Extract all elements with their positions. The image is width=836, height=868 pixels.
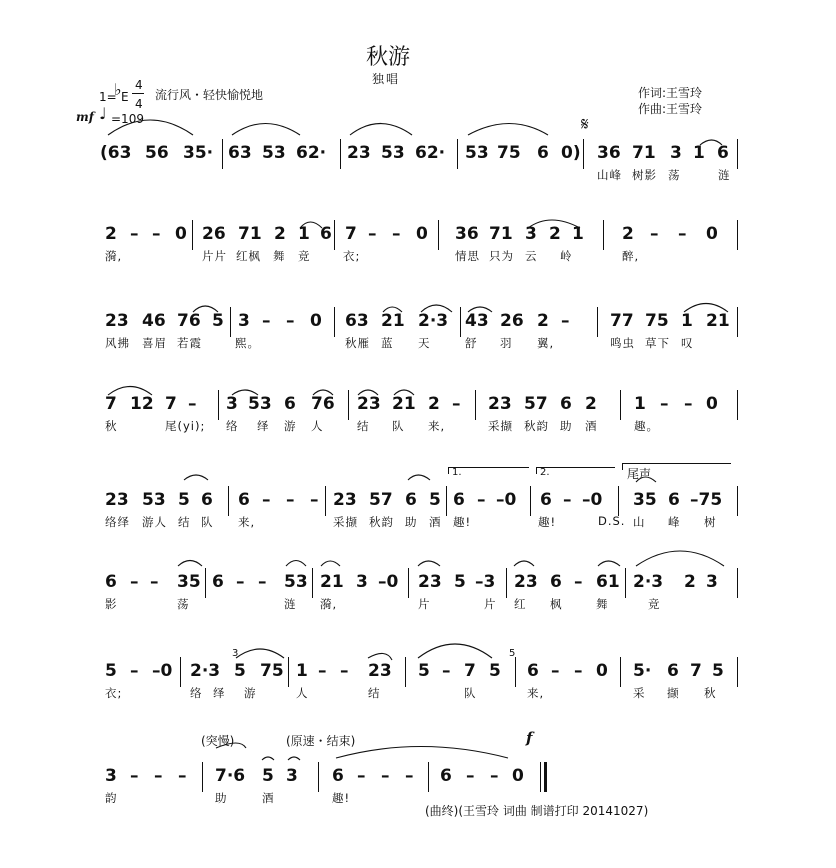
note: – <box>130 766 139 786</box>
lyric: 助 <box>405 515 418 529</box>
key-prefix: 1= <box>99 90 117 104</box>
note: 1 <box>634 394 646 414</box>
note: 53 <box>262 143 286 163</box>
note: 2 <box>537 311 549 331</box>
lyric: 天 <box>418 336 431 350</box>
note: 3 <box>238 311 250 331</box>
lyric: 助 <box>215 791 228 805</box>
song-subtitle: 独唱 <box>372 72 401 86</box>
note: – <box>310 490 319 510</box>
note: – <box>130 224 139 244</box>
lyric: 熙。 <box>235 336 260 350</box>
lyric: 绎 <box>257 419 270 433</box>
note: 0 <box>416 224 428 244</box>
lyric: 若霞 <box>177 336 202 350</box>
note: 61 <box>596 572 620 592</box>
lyric: 枫 <box>550 597 563 611</box>
note: 21 <box>392 394 416 414</box>
note: – <box>563 490 572 510</box>
note: 0 <box>310 311 322 331</box>
note: 3 <box>286 766 298 786</box>
tempo-marking: =109 <box>111 112 144 126</box>
note: 5 <box>454 572 466 592</box>
note: 0 <box>706 224 718 244</box>
lyric: 酒 <box>262 791 275 805</box>
note: 3 <box>226 394 238 414</box>
note: – <box>368 224 377 244</box>
note: – <box>318 661 327 681</box>
note: 0) <box>561 143 581 163</box>
note: 6 <box>105 572 117 592</box>
note: – <box>561 311 570 331</box>
note: 6 <box>284 394 296 414</box>
note: 76 <box>311 394 335 414</box>
note: 35 <box>177 572 201 592</box>
note: 0 <box>512 766 524 786</box>
lyric: 衣; <box>343 249 361 263</box>
note: –0 <box>582 490 603 510</box>
note: 5 <box>178 490 190 510</box>
note: – <box>236 572 245 592</box>
note: 5 <box>262 766 274 786</box>
lyric: 片 <box>484 597 497 611</box>
key-letter: E <box>121 90 129 104</box>
note: 6 <box>320 224 332 244</box>
lyric: 红 <box>514 597 527 611</box>
lyric: 游人 <box>142 515 167 529</box>
note: 7 <box>345 224 357 244</box>
lyric: 舞 <box>596 597 609 611</box>
note: 77 <box>610 311 634 331</box>
note: – <box>258 572 267 592</box>
note: 6 <box>527 661 539 681</box>
note: – <box>684 394 693 414</box>
note: 36 <box>597 143 621 163</box>
lyric: 韵 <box>105 791 118 805</box>
note: 26 <box>202 224 226 244</box>
lyric: 人 <box>311 419 324 433</box>
lyric: 片 <box>418 597 431 611</box>
lyric: 趣。 <box>634 419 659 433</box>
lyric: 鸣虫 <box>610 336 635 350</box>
lyric: 结 <box>178 515 191 529</box>
note: 3 <box>525 224 537 244</box>
lyric: 来, <box>238 515 256 529</box>
note: 6 <box>668 490 680 510</box>
note: 46 <box>142 311 166 331</box>
note: 0 <box>175 224 187 244</box>
note: – <box>442 661 451 681</box>
note: 6 <box>238 490 250 510</box>
note: 2 <box>428 394 440 414</box>
note: 23 <box>105 490 129 510</box>
note: – <box>381 766 390 786</box>
note: 2 <box>684 572 696 592</box>
lyric: 来, <box>527 686 545 700</box>
lyric: 队 <box>201 515 214 529</box>
note: 63 <box>345 311 369 331</box>
note: 7·6 <box>215 766 246 786</box>
note: 3 <box>706 572 718 592</box>
note: 23 <box>368 661 392 681</box>
note: – <box>357 766 366 786</box>
lyric: 秋雁 <box>345 336 370 350</box>
lyricist: 作词:王雪玲 <box>638 86 703 100</box>
lyric: 酒 <box>585 419 598 433</box>
note: 53 <box>284 572 308 592</box>
note: 6 <box>332 766 344 786</box>
lyric: 只为 <box>489 249 514 263</box>
lyric: 结 <box>368 686 381 700</box>
note: – <box>154 766 163 786</box>
note: 75 <box>497 143 521 163</box>
lyric: 羽 <box>500 336 513 350</box>
note: 2·3 <box>633 572 664 592</box>
lyric: 树影 <box>632 168 657 182</box>
note: 6 <box>667 661 679 681</box>
note: 2 <box>585 394 597 414</box>
lyric: 岭 <box>560 249 573 263</box>
note: 23 <box>488 394 512 414</box>
lyric: 舞 <box>273 249 286 263</box>
note: 62· <box>296 143 327 163</box>
triplet-marker: 3 <box>232 648 239 659</box>
note: 6 <box>212 572 224 592</box>
note: 23 <box>418 572 442 592</box>
lyric: 峰 <box>668 515 681 529</box>
note: – <box>678 224 687 244</box>
song-title: 秋游 <box>366 45 411 70</box>
note: 5 <box>429 490 441 510</box>
lyric: 来, <box>428 419 446 433</box>
note: 62· <box>415 143 446 163</box>
lyric: 山峰 <box>597 168 622 182</box>
footer-note: (曲终)(王雪玲 词曲 制谱打印 20141027) <box>425 804 649 818</box>
note: 2·3 <box>190 661 221 681</box>
note: – <box>262 490 271 510</box>
lyric: 漪, <box>320 597 338 611</box>
note: 6 <box>453 490 465 510</box>
lyric: 络 <box>190 686 203 700</box>
note: 6 <box>560 394 572 414</box>
note: – <box>452 394 461 414</box>
lyric: 趣! <box>453 515 472 529</box>
note: 7 <box>464 661 476 681</box>
note: 6 <box>405 490 417 510</box>
note: 1 <box>296 661 308 681</box>
lyric: 结 <box>357 419 370 433</box>
lyric: 影 <box>105 597 118 611</box>
note: – <box>188 394 197 414</box>
note: 6 <box>201 490 213 510</box>
note: – <box>262 311 271 331</box>
note: – <box>660 394 669 414</box>
lyric: 树 <box>704 515 717 529</box>
note: 7 <box>165 394 177 414</box>
note: – <box>130 572 139 592</box>
lyric: 翼, <box>537 336 555 350</box>
note: –0 <box>378 572 399 592</box>
lyric: 秋韵 <box>524 419 549 433</box>
note: 7 <box>690 661 702 681</box>
note: 12 <box>130 394 154 414</box>
lyric: 队 <box>464 686 477 700</box>
lyric: 采撷 <box>333 515 358 529</box>
note: 2 <box>105 224 117 244</box>
note: 53 <box>381 143 405 163</box>
lyric: 络 <box>226 419 239 433</box>
note: – <box>178 766 187 786</box>
lyric: 秋 <box>105 419 118 433</box>
note: 5 <box>489 661 501 681</box>
lyric: 风拂 <box>105 336 130 350</box>
note: 71 <box>632 143 656 163</box>
note: 26 <box>500 311 524 331</box>
lyric: 叹 <box>681 336 694 350</box>
note: 5· <box>633 661 652 681</box>
note: 36 <box>455 224 479 244</box>
lyric: 蓝 <box>381 336 394 350</box>
forte-marking: f <box>526 729 533 747</box>
note: – <box>130 661 139 681</box>
quintuplet-marker: 5 <box>509 648 516 659</box>
note: 35· <box>183 143 214 163</box>
note: 6 <box>537 143 549 163</box>
lyric: 喜眉 <box>142 336 167 350</box>
note: – <box>152 224 161 244</box>
lyric: 山 <box>633 515 646 529</box>
note: (63 <box>100 143 132 163</box>
lyric: 草下 <box>645 336 670 350</box>
note: 6 <box>540 490 552 510</box>
note: – <box>340 661 349 681</box>
lyric: 采 <box>633 686 646 700</box>
note: 21 <box>381 311 405 331</box>
note: 35 <box>633 490 657 510</box>
lyric: 舒 <box>465 336 478 350</box>
composer: 作曲:王雪玲 <box>638 102 703 116</box>
lyric: 酒 <box>429 515 442 529</box>
note: – <box>286 311 295 331</box>
note: 1 <box>298 224 310 244</box>
time-signature-bottom: 4 <box>135 97 143 111</box>
coda-label: 尾声 <box>627 467 652 481</box>
lyric: 竞 <box>298 249 311 263</box>
note: 63 <box>228 143 252 163</box>
lyric: 荡 <box>668 168 681 182</box>
note: 2 <box>274 224 286 244</box>
note: – <box>150 572 159 592</box>
lyric: 络绎 <box>105 515 130 529</box>
note: 6 <box>550 572 562 592</box>
note: 76 <box>177 311 201 331</box>
lyric: 红枫 <box>236 249 261 263</box>
lyric: 衣; <box>105 686 123 700</box>
lyric: 采撷 <box>488 419 513 433</box>
note: – <box>405 766 414 786</box>
note: 3 <box>105 766 117 786</box>
lyric: 竞 <box>648 597 661 611</box>
note: –75 <box>690 490 723 510</box>
lyric: 趣! <box>538 515 557 529</box>
note: – <box>286 490 295 510</box>
note: 23 <box>357 394 381 414</box>
note: 71 <box>489 224 513 244</box>
resume-marking: (原速・结束) <box>286 734 356 748</box>
dynamic-mf: mf <box>76 110 94 124</box>
lyric: 片片 <box>202 249 227 263</box>
note: 3 <box>356 572 368 592</box>
lyric: 助 <box>560 419 573 433</box>
lyric: 游 <box>284 419 297 433</box>
note: 71 <box>238 224 262 244</box>
note: 53 <box>248 394 272 414</box>
note: 5 <box>418 661 430 681</box>
note: 43 <box>465 311 489 331</box>
lyric: 趣! <box>332 791 351 805</box>
note: 0 <box>706 394 718 414</box>
note: –0 <box>152 661 173 681</box>
key-flat-icon: ♭ <box>114 80 122 99</box>
lyric: 涟 <box>284 597 297 611</box>
note: 2 <box>622 224 634 244</box>
note: – <box>490 766 499 786</box>
quarter-note-icon: ♩ <box>99 104 107 123</box>
lyric: 秋 <box>704 686 717 700</box>
note: – <box>574 661 583 681</box>
note: 75 <box>260 661 284 681</box>
lyric: 漪, <box>105 249 123 263</box>
lyric: 涟 <box>718 168 731 182</box>
note: 0 <box>596 661 608 681</box>
note: –0 <box>496 490 517 510</box>
time-signature-top: 4 <box>135 78 143 92</box>
note: – <box>551 661 560 681</box>
note: 3 <box>670 143 682 163</box>
second-ending-label: 2. <box>540 467 550 478</box>
note: 5 <box>105 661 117 681</box>
note: 5 <box>234 661 246 681</box>
note: 5 <box>212 311 224 331</box>
note: 21 <box>706 311 730 331</box>
note: –3 <box>475 572 496 592</box>
segno-icon: 𝄋 <box>581 114 589 135</box>
lyric: D.S. <box>598 514 626 528</box>
lyric: 醉, <box>622 249 640 263</box>
note: 1 <box>572 224 584 244</box>
performance-style: 流行风・轻快愉悦地 <box>155 88 264 102</box>
note: 1 <box>681 311 693 331</box>
note: – <box>650 224 659 244</box>
note: 23 <box>333 490 357 510</box>
note: – <box>477 490 486 510</box>
lyric: 人 <box>296 686 309 700</box>
note: 23 <box>347 143 371 163</box>
lyric: 尾(yi); <box>165 419 206 433</box>
lyric: 秋韵 <box>369 515 394 529</box>
note: 6 <box>440 766 452 786</box>
note: 56 <box>145 143 169 163</box>
note: 1 <box>693 143 705 163</box>
slow-marking: (突慢) <box>201 734 235 748</box>
note: 2·3 <box>418 311 449 331</box>
lyric: 队 <box>392 419 405 433</box>
first-ending-label: 1. <box>452 467 462 478</box>
lyric: 撷 <box>667 686 680 700</box>
note: 7 <box>105 394 117 414</box>
note: 53 <box>465 143 489 163</box>
lyric: 游 <box>244 686 257 700</box>
note: 75 <box>645 311 669 331</box>
note: 53 <box>142 490 166 510</box>
lyric: 情思 <box>455 249 480 263</box>
note: 57 <box>524 394 548 414</box>
lyric: 荡 <box>177 597 190 611</box>
note: 6 <box>717 143 729 163</box>
note: – <box>392 224 401 244</box>
note: 57 <box>369 490 393 510</box>
note: 2 <box>549 224 561 244</box>
note: – <box>466 766 475 786</box>
note: 5 <box>712 661 724 681</box>
note: – <box>574 572 583 592</box>
note: 23 <box>105 311 129 331</box>
note: 21 <box>320 572 344 592</box>
lyric: 绎 <box>213 686 226 700</box>
lyric: 云 <box>525 249 538 263</box>
note: 23 <box>514 572 538 592</box>
